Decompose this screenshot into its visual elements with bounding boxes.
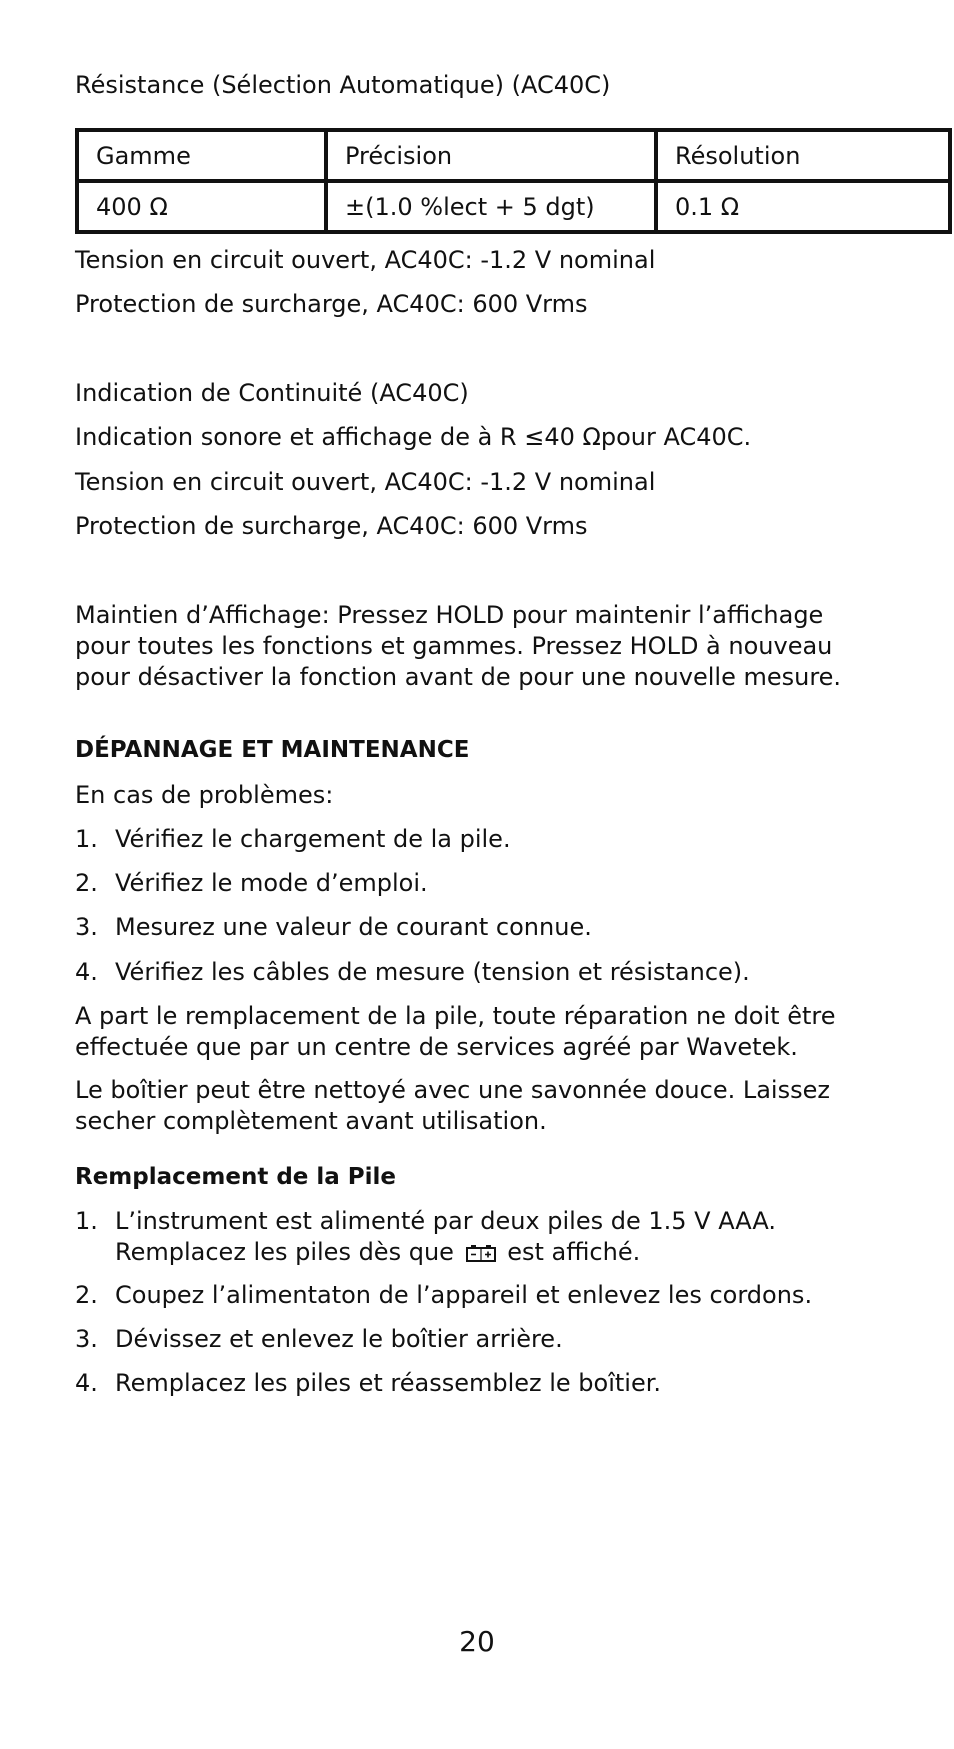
continuity-open-circuit: Tension en circuit ouvert, AC40C: -1.2 V nominal — [75, 468, 656, 496]
list-item — [75, 868, 885, 899]
list-item — [75, 824, 885, 855]
list-item-number: 4. — [75, 958, 98, 986]
list-item-text: Vérifiez les câbles de mesure (tension et résistance). — [115, 958, 750, 986]
table-header-row — [77, 130, 950, 181]
resistance-overload: Protection de surcharge, AC40C: 600 Vrms — [75, 290, 588, 318]
cell-range: 400 Ω — [77, 181, 326, 232]
list-item-number: 3. — [75, 1325, 98, 1353]
list-item-text: Coupez l’alimentaton de l’appareil et enlevez les cordons. — [115, 1281, 813, 1309]
list-item — [75, 1368, 885, 1399]
list-item-number: 1. — [75, 825, 98, 853]
hold-paragraph: Maintien d’Affichage: Pressez HOLD pour maintenir l’affichage pour toutes les fonctions et gammes. Pressez HOLD à nouveau pour désactiver la fonction avant de pour une nouvelle mesure. — [75, 601, 842, 691]
list-item — [75, 1324, 885, 1355]
page-number: 20 — [459, 1625, 495, 1658]
continuity-title: Indication de Continuité (AC40C) — [75, 379, 469, 407]
list-item — [75, 1206, 885, 1268]
cell-precision: ±(1.0 %lect + 5 dgt) — [326, 181, 656, 232]
table-row — [77, 181, 950, 232]
list-item — [75, 1280, 885, 1311]
battery-step1-line1: L’instrument est alimenté par deux piles de 1.5 V AAA. — [115, 1207, 776, 1235]
list-item-text: Mesurez une valeur de courant connue. — [115, 913, 592, 941]
troubleshooting-intro: En cas de problèmes: — [75, 781, 334, 809]
header-cell-precision: Précision — [326, 130, 656, 181]
header-cell-range: Gamme — [77, 130, 326, 181]
cleaning-paragraph: Le boîtier peut être nettoyé avec une savonnée douce. Laissez secher complètement avant utilisation. — [75, 1076, 830, 1135]
cell-resolution: 0.1 Ω — [656, 181, 950, 232]
header-cell-resolution: Résolution — [656, 130, 950, 181]
battery-heading: Remplacement de la Pile — [75, 1164, 397, 1190]
resistance-open-circuit: Tension en circuit ouvert, AC40C: -1.2 V nominal — [75, 246, 656, 274]
list-item-number: 4. — [75, 1369, 98, 1397]
resistance-spec-table — [75, 128, 952, 234]
continuity-line: Indication sonore et affichage de à R ≤40 Ωpour AC40C. — [75, 423, 752, 451]
battery-icon — [466, 1239, 496, 1257]
battery-step1-line2-before: Remplacez les piles dès que — [115, 1238, 454, 1266]
list-item-text — [115, 1206, 885, 1268]
list-item-text: Vérifiez le mode d’emploi. — [115, 869, 428, 897]
list-item — [75, 912, 885, 943]
list-item — [75, 957, 885, 988]
resistance-title: Résistance (Sélection Automatique) (AC40C) — [75, 71, 611, 99]
continuity-overload: Protection de surcharge, AC40C: 600 Vrms — [75, 512, 588, 540]
repair-paragraph: A part le remplacement de la pile, toute réparation ne doit être effectuée que par un centre de services agréé par Wavetek. — [75, 1002, 836, 1061]
list-item-number: 1. — [75, 1207, 98, 1235]
troubleshooting-heading: DÉPANNAGE ET MAINTENANCE — [75, 737, 470, 763]
list-item-number: 2. — [75, 1281, 98, 1309]
list-item-number: 3. — [75, 913, 98, 941]
list-item-text: Dévissez et enlevez le boîtier arrière. — [115, 1325, 563, 1353]
list-item-text: Vérifiez le chargement de la pile. — [115, 825, 511, 853]
battery-step1-line2-after: est affiché. — [507, 1238, 641, 1266]
list-item-text: Remplacez les piles et réassemblez le boîtier. — [115, 1369, 662, 1397]
list-item-number: 2. — [75, 869, 98, 897]
